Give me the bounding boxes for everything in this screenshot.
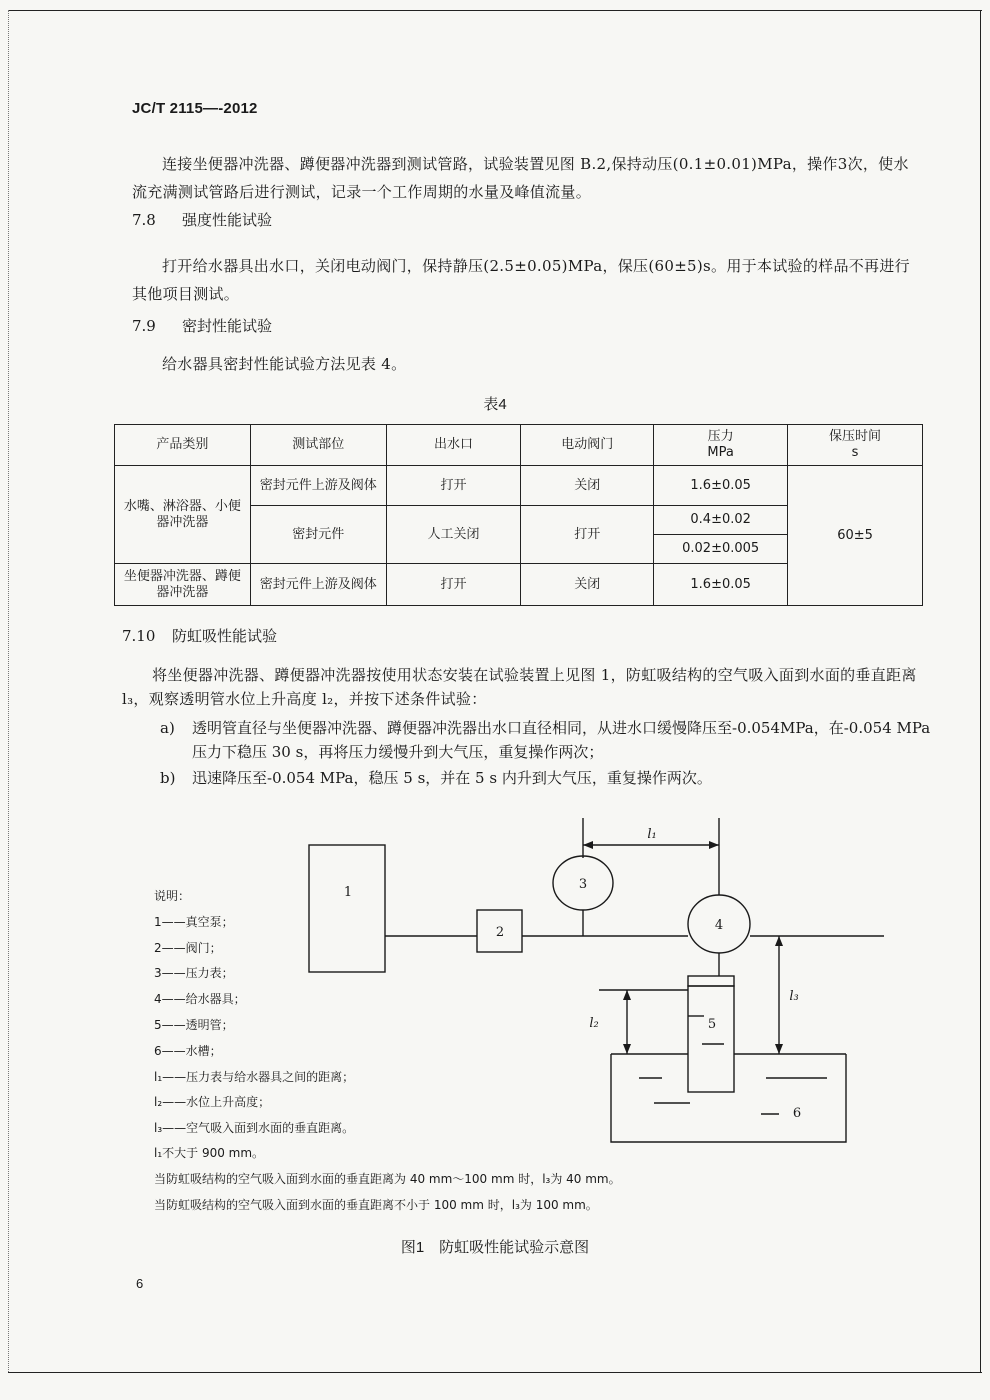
section-7-9-body: 给水器具密封性能试验方法见表 4。 <box>162 355 407 373</box>
water-tank <box>611 1054 846 1142</box>
section-number: 7.8 <box>132 211 156 229</box>
legend-item: 6——水槽； <box>154 1043 222 1058</box>
figure-legend <box>154 884 354 1142</box>
label-1: 1 <box>343 885 353 900</box>
item-label: b) <box>160 769 176 787</box>
row1-valve: 关闭 <box>521 466 654 506</box>
row3-outlet: 打开 <box>386 564 521 606</box>
section-title: 强度性能试验 <box>182 211 273 229</box>
item-text: 迅速降压至-0.054 MPa，稳压 5 s，并在 5 s 内升到大气压，重复操作两次。 <box>192 769 712 787</box>
figure-note: 当防虹吸结构的空气吸入面到水面的垂直距离为 40 mm～100 mm 时，l₃为 40 mm。 <box>154 1172 621 1186</box>
item-label: a) <box>160 719 175 737</box>
tube-cap <box>688 976 734 986</box>
item-text: 透明管直径与坐便器冲洗器、蹲便器冲洗器出水口直径相同，从进水口缓慢降压至-0.054MPa，在-0.054 MPa 压力下稳压 30 s，再将压力缓慢升到大气压，重复操作两次； <box>192 719 931 761</box>
label-2: 2 <box>495 925 505 940</box>
standard-number: JC/T 2115—-2012 <box>132 100 258 117</box>
pressure-unit: MPa <box>707 445 734 460</box>
legend-item: 4——给水器具； <box>154 992 246 1007</box>
arrowhead <box>623 990 631 1000</box>
row2-pressure-a: 0.4±0.02 <box>654 506 788 535</box>
row3-valve: 关闭 <box>521 564 654 606</box>
group2-category: 坐便器冲洗器、蹲便器冲洗器 <box>115 564 251 606</box>
arrowhead <box>709 841 719 849</box>
label-l2: l₂ <box>589 1016 599 1031</box>
row2-pressure-b: 0.02±0.005 <box>654 535 788 564</box>
figure-caption: 图1 防虹吸性能试验示意图 <box>400 1239 590 1256</box>
label-4: 4 <box>714 918 724 933</box>
legend-item: 3——压力表； <box>154 966 234 981</box>
legend-item: l₃——空气吸入面到水面的垂直距离。 <box>154 1121 355 1136</box>
label-l3: l₃ <box>789 989 799 1004</box>
legend-item: 1——真空泵； <box>154 914 234 929</box>
header-category: 产品类别 <box>115 425 251 466</box>
section-title: 密封性能试验 <box>182 317 273 335</box>
pressure-title: 压力 <box>707 429 734 444</box>
section-7-10-body: 将坐便器冲洗器、蹲便器冲洗器按使用状态安装在试验装置上见图 1，防虹吸结构的空气吸入面到水面的垂直距离 l₃，观察透明管水位上升高度 l₂，并按下述条件试验： <box>122 666 917 708</box>
legend-title: 说明： <box>154 889 191 903</box>
arrowhead <box>583 841 593 849</box>
row1-pressure: 1.6±0.05 <box>654 466 788 506</box>
label-3: 3 <box>578 877 588 892</box>
legend-item: 2——阀门； <box>154 940 222 955</box>
row2-valve: 打开 <box>521 506 654 564</box>
hold-time-unit: s <box>851 445 859 460</box>
page-number: 6 <box>136 1276 144 1291</box>
section-number: 7.9 <box>132 317 156 335</box>
row1-part: 密封元件上游及阀体 <box>250 466 386 506</box>
figure-note: 当防虹吸结构的空气吸入面到水面的垂直距离不小于 100 mm 时，l₃为 100 mm。 <box>154 1198 598 1212</box>
section-title: 防虹吸性能试验 <box>172 627 278 645</box>
label-l1: l₁ <box>647 827 657 842</box>
figure-note: l₁不大于 900 mm。 <box>154 1146 265 1160</box>
header-outlet: 出水口 <box>386 425 521 466</box>
arrowhead <box>623 1044 631 1054</box>
hold-time-value: 60±5 <box>788 466 923 606</box>
label-6: 6 <box>792 1106 802 1121</box>
row1-outlet: 打开 <box>386 466 521 506</box>
table-caption: 表4 <box>483 396 507 413</box>
row3-pressure: 1.6±0.05 <box>654 564 788 606</box>
section-number: 7.10 <box>122 627 156 645</box>
arrowhead <box>775 1044 783 1054</box>
arrowhead <box>775 936 783 946</box>
row3-part: 密封元件上游及阀体 <box>250 564 386 606</box>
hold-time-title: 保压时间 <box>829 429 882 444</box>
transparent-tube <box>688 986 734 1092</box>
section-7-8-body: 打开给水器具出水口，关闭电动阀门，保持静压(2.5±0.05)MPa，保压(60±5)s。用于本试验的样品不再进行其他项目测试。 <box>132 257 910 303</box>
legend-item: l₁——压力表与给水器具之间的距离； <box>154 1069 355 1084</box>
header-part: 测试部位 <box>250 425 386 466</box>
group1-category: 水嘴、淋浴器、小便器冲洗器 <box>115 466 251 564</box>
header-valve: 电动阀门 <box>521 425 654 466</box>
label-5: 5 <box>707 1017 717 1032</box>
row2-outlet: 人工关闭 <box>386 506 521 564</box>
legend-item: 5——透明管； <box>154 1017 234 1032</box>
row2-part: 密封元件 <box>250 506 386 564</box>
intro-paragraph: 连接坐便器冲洗器、蹲便器冲洗器到测试管路，试验装置见图 B.2,保持动压(0.1±0.01)MPa，操作3次，使水流充满测试管路后进行测试，记录一个工作周期的水量及峰值流量。 <box>132 155 909 201</box>
legend-item: l₂——水位上升高度； <box>154 1095 271 1110</box>
